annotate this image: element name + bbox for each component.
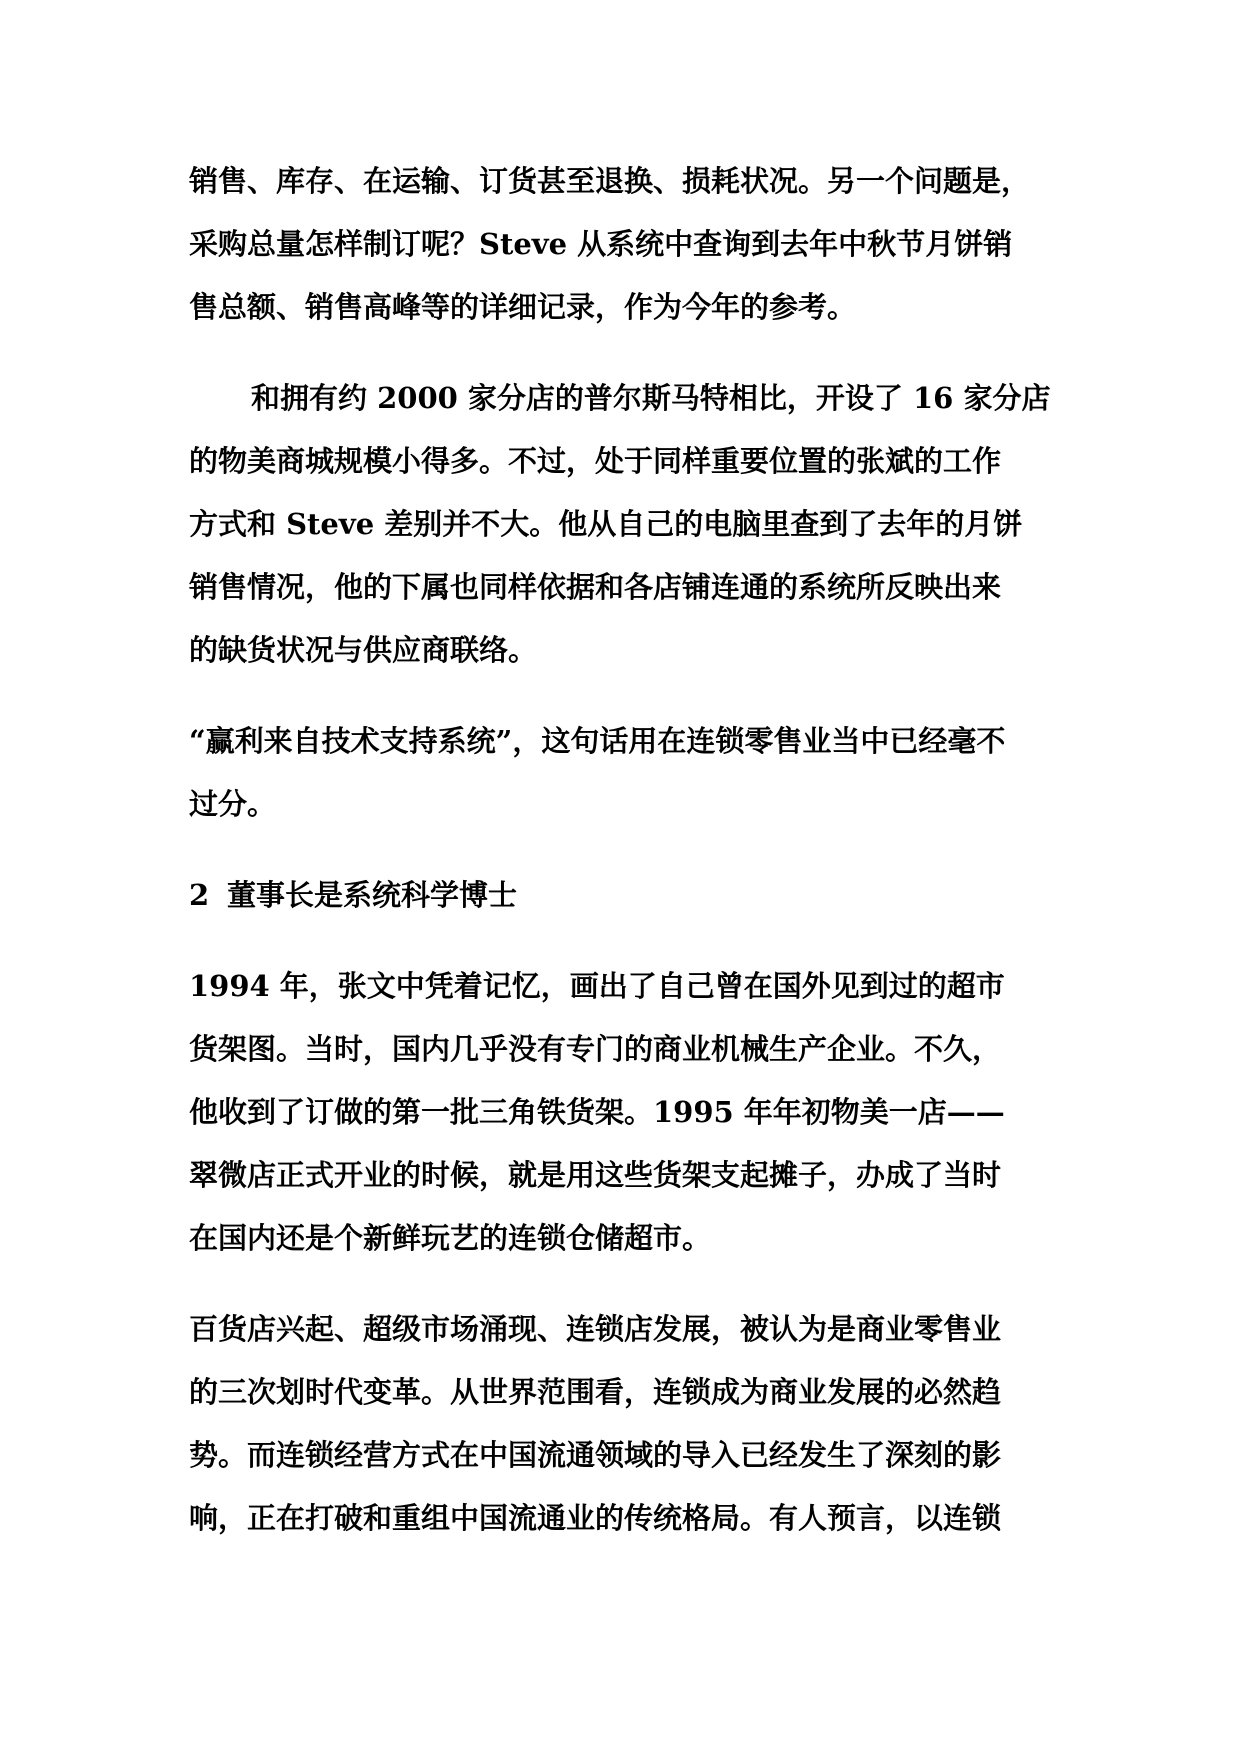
paragraph (189, 955, 1069, 1270)
text-line: 和拥有约 2000 家分店的普尔斯马特相比，开设了 16 家分店 (251, 381, 1051, 415)
text-line: 百货店兴起、超级市场涌现、连锁店发展，被认为是商业零售业 (189, 1312, 1002, 1346)
text-line: 过分。 (189, 787, 277, 821)
section-title: 董事长是系统科学博士 (227, 878, 518, 912)
text-line: 的三次划时代变革。从世界范围看，连锁成为商业发展的必然趋 (189, 1375, 1002, 1409)
document-body (189, 150, 1069, 1578)
text-line: 响，正在打破和重组中国流通业的传统格局。有人预言，以连锁 (189, 1501, 1002, 1535)
paragraph (189, 367, 1069, 682)
text-line: 的物美商城规模小得多。不过，处于同样重要位置的张斌的工作 (189, 444, 1002, 478)
text-line: 他收到了订做的第一批三角铁货架。1995 年年初物美一店—— (189, 1095, 1005, 1129)
text-line: 采购总量怎样制订呢？Steve 从系统中查询到去年中秋节月饼销 (189, 227, 1013, 261)
text-line: 售总额、销售高峰等的详细记录，作为今年的参考。 (189, 290, 857, 324)
text-line: 1994 年，张文中凭着记忆，画出了自己曾在国外见到过的超市 (189, 969, 1005, 1003)
text-line: 翠微店正式开业的时候，就是用这些货架支起摊子，办成了当时 (189, 1158, 1002, 1192)
text-line: 方式和 Steve 差别并不大。他从自己的电脑里查到了去年的月饼 (189, 507, 1023, 541)
text-line: “赢利来自技术支持系统”，这句话用在连锁零售业当中已经毫不 (189, 724, 1006, 758)
text-line: 销售、库存、在运输、订货甚至退换、损耗状况。另一个问题是， (189, 164, 1031, 198)
text-line: 在国内还是个新鲜玩艺的连锁仓储超市。 (189, 1221, 712, 1255)
paragraph (189, 1298, 1069, 1550)
section-number: 2 (189, 878, 210, 912)
text-line: 销售情况，他的下属也同样依据和各店铺连通的系统所反映出来 (189, 570, 1002, 604)
paragraph (189, 710, 1069, 836)
text-line: 势。而连锁经营方式在中国流通领域的导入已经发生了深刻的影 (189, 1438, 1002, 1472)
section-heading (189, 864, 1069, 927)
text-line: 货架图。当时，国内几乎没有专门的商业机械生产企业。不久， (189, 1032, 1002, 1066)
text-line: 的缺货状况与供应商联络。 (189, 633, 538, 667)
paragraph (189, 150, 1069, 339)
